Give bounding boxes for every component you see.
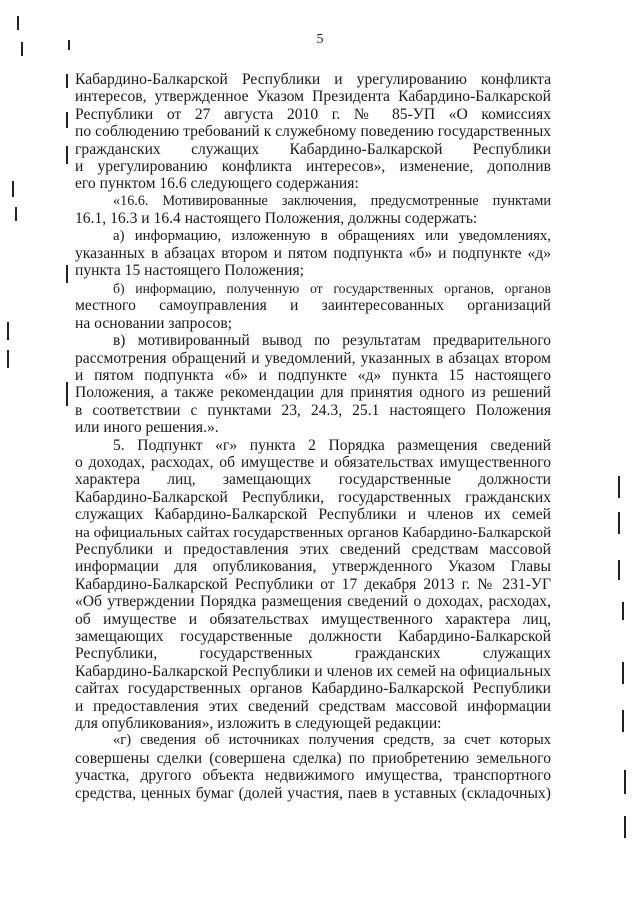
- scan-mark: [66, 265, 68, 283]
- scan-mark: [66, 146, 68, 164]
- text-line: рассмотрения обращений и уведомлений, указанных в абзацах втором: [75, 349, 551, 367]
- scan-mark: [21, 42, 23, 56]
- scan-mark: [624, 770, 626, 794]
- text-line: характера лиц, замещающих государственные должности: [75, 471, 551, 489]
- text-line: и предоставления этих сведений средствам массовой информации: [75, 697, 551, 715]
- text-line: Кабардино-Балкарской Республики и членов их семей на официальных: [75, 662, 551, 680]
- text-line: средства, ценных бумаг (долей участия, паев в уставных (складочных): [75, 784, 551, 802]
- text-line: совершены сделки (совершена сделка) по приобретению земельного: [75, 749, 551, 767]
- text-line: б) информацию, полученную от государственных органов, органов: [113, 280, 551, 296]
- text-line: в) мотивированный вывод по результатам предварительного: [113, 332, 551, 350]
- text-line: Положения, а также рекомендации для принятия одного из решений: [75, 384, 551, 402]
- text-line: на основании запросов;: [75, 314, 233, 332]
- text-line: информации для опубликования, утвержденного Указом Главы: [75, 558, 551, 576]
- text-line: и пятом подпункта «б» и подпункте «д» пункта 15 настоящего: [75, 366, 551, 384]
- text-line: о доходах, расходах, об имуществе и обязательствах имущественного: [75, 453, 551, 471]
- text-line: участка, другого объекта недвижимого имущества, транспортного: [75, 767, 551, 785]
- text-line: сайтах государственных органов Кабардино-Балкарской Республики: [75, 680, 551, 698]
- scan-mark: [622, 602, 624, 620]
- scan-mark: [618, 560, 620, 580]
- scan-mark: [7, 350, 9, 368]
- text-line: на официальных сайтах государственных органов Кабардино-Балкарской: [75, 523, 552, 541]
- text-line: Республики, государственных гражданских служащих: [75, 645, 551, 663]
- scan-mark: [68, 40, 70, 50]
- text-line: Республики от 27 августа 2010 г. № 85-УП «О комиссиях: [75, 105, 551, 123]
- scan-mark: [624, 816, 626, 838]
- text-line: для опубликования», изложить в следующей редакции:: [75, 715, 442, 733]
- text-line: Кабардино-Балкарской Республики от 17 декабря 2013 г. № 231-УГ: [75, 575, 551, 593]
- scan-mark: [66, 394, 68, 406]
- text-line: интересов, утвержденное Указом Президента Кабардино-Балкарской: [75, 88, 551, 106]
- text-line: 5. Подпункт «г» пункта 2 Порядка размещения сведений: [113, 436, 551, 454]
- scan-mark: [17, 16, 19, 30]
- text-line: Республики и предоставления этих сведений средствам массовой: [75, 540, 551, 558]
- scan-mark: [66, 112, 68, 128]
- text-line: «Об утверждении Порядка размещения сведений о доходах, расходах,: [75, 593, 551, 611]
- text-line: «16.6. Мотивированные заключения, предусмотренные пунктами: [113, 192, 551, 209]
- scan-mark: [7, 322, 9, 340]
- text-line: пункта 15 настоящего Положения;: [75, 262, 305, 280]
- text-line: об имуществе и обязательствах имущественного характера лиц,: [75, 610, 551, 628]
- text-line: и урегулированию конфликта интересов», изменение, дополнив: [75, 158, 551, 176]
- text-line: Кабардино-Балкарской Республики и урегулированию конфликта: [75, 71, 551, 88]
- scan-mark: [15, 207, 17, 221]
- scan-mark: [66, 74, 68, 88]
- text-line: в соответствии с пунктами 23, 24.3, 25.1 настоящего Положения: [75, 401, 551, 419]
- text-line: указанных в абзацах втором и пятом подпункта «б» и подпункте «д»: [75, 245, 551, 263]
- scan-mark: [618, 512, 620, 534]
- text-line: или иного решения.».: [75, 419, 219, 437]
- text-line: гражданских служащих Кабардино-Балкарской Республики: [75, 140, 551, 158]
- text-line: «г) сведения об источниках получения средств, за счет которых: [113, 732, 551, 749]
- text-line: замещающих государственные должности Кабардино-Балкарской: [75, 628, 551, 645]
- document-body: [75, 71, 551, 802]
- page-number: 5: [316, 32, 324, 47]
- scan-mark: [622, 710, 624, 732]
- text-line: по соблюдению требований к служебному поведению государственных: [75, 123, 551, 141]
- text-line: а) информацию, изложенную в обращениях или уведомлениях,: [113, 227, 551, 244]
- text-line: 16.1, 16.3 и 16.4 настоящего Положения, должны содержать:: [75, 210, 478, 228]
- scan-mark: [12, 181, 14, 197]
- text-line: Кабардино-Балкарской Республики, государственных гражданских: [75, 488, 551, 506]
- scan-mark: [622, 662, 624, 684]
- text-line: его пунктом 16.6 следующего содержания:: [75, 175, 359, 193]
- text-line: служащих Кабардино-Балкарской Республики и членов их семей: [75, 506, 551, 524]
- text-line: местного самоуправления и заинтересованных организаций: [75, 297, 551, 315]
- scan-mark: [618, 476, 620, 498]
